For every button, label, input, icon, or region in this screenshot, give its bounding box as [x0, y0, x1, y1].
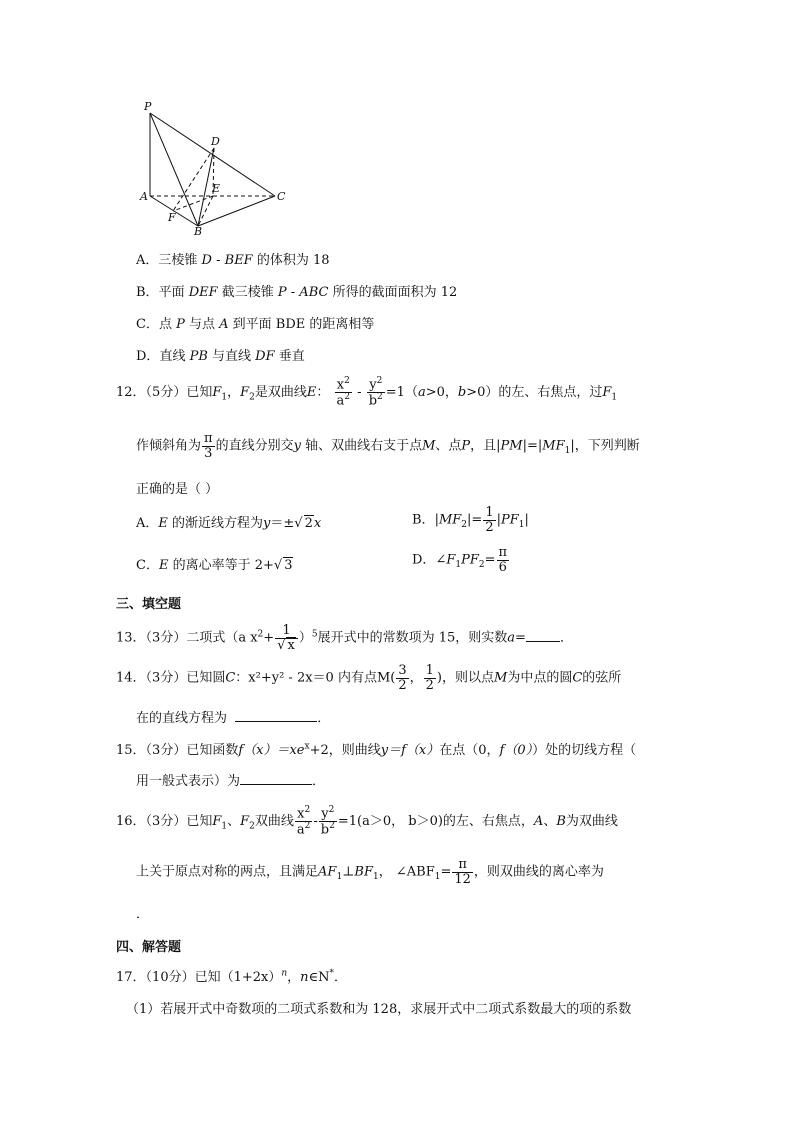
- q12-option-b: B．$|MF_2|=$ $\frac{1}{2}$ $|PF_1|$: [412, 505, 529, 535]
- fraction-pi-6: $\frac{\pi}{6}$: [498, 545, 508, 575]
- label-P: P: [144, 100, 152, 113]
- q15-line1: 15．（3分）已知函数$f(x)=xe^x+2$，则曲线y＝f（x）在点（0，f（0））处的切线方程（: [116, 741, 637, 758]
- q17-line1: 17．（10分）已知$(1+2x)^n$，n∈N*．: [116, 968, 348, 985]
- label-B: B: [194, 225, 203, 238]
- tetrahedron-figure: [135, 95, 295, 240]
- label-D: D: [211, 135, 220, 148]
- q11-option-b: B．平面 DEF 截三棱锥 P - ABC 所得的截面面积为 12: [136, 285, 458, 300]
- edge-BC: [198, 196, 275, 226]
- q15-answer-blank[interactable]: [240, 784, 312, 785]
- q12-option-c: C．E 的离心率等于 2+√ 3: [136, 558, 293, 573]
- q12-line3: 正确的是（ ）: [136, 482, 219, 497]
- q12-option-d: D．$\angle F_1PF_2=$ $\frac{\pi}{6}$: [412, 545, 508, 575]
- fraction-1-2-b: $\frac{1}{2}$: [425, 663, 434, 693]
- section-fill-in-heading: 三、填空题: [116, 597, 182, 612]
- q13-line: 13．（3分）二项式（a $x^2+$ $\frac{1}{√ x}$ ）$^5$展开式中的常数项为 15，则实数a= ．: [116, 623, 573, 653]
- q14-line2: 在的直线方程为 ．: [136, 711, 331, 726]
- q16-line3: ．: [136, 907, 150, 922]
- fraction-x2-a2: $\frac{x^2}{a^2}$: [336, 376, 351, 409]
- q11-option-a: A．三棱锥 D - BEF 的体积为 18: [136, 253, 330, 268]
- q12-line2: 作倾斜角为 $\frac{\pi}{3}$ 的直线分别交y 轴、双曲线右支于点M、点P，且$|PM|=|MF_1|$，下列判断: [136, 431, 640, 461]
- label-C: C: [277, 190, 286, 203]
- fraction-y2-b2-b: $\frac{y^2}{b^2}$: [320, 805, 335, 838]
- q16-line2: 上关于原点对称的两点，且满足$AF_1\perp BF_1$， $\angle ABF_1=$ $\frac{\pi}{12}$ ，则双曲线的离心率为: [136, 857, 604, 887]
- fraction-y2-b2: $\frac{y^2}{b^2}$: [368, 376, 383, 409]
- q15-line2: 用一般式表示）为 ．: [136, 774, 326, 789]
- label-A: A: [140, 190, 148, 203]
- q11-option-d: D．直线 PB 与直线 DF 垂直: [136, 349, 305, 364]
- fraction-pi-12: $\frac{\pi}{12}$: [454, 857, 471, 887]
- q14-line1: 14．（3分）已知圆C：x²+y² - 2x＝0 内有点M( $\frac{3}{2}$ ， $\frac{1}{2}$ )，则以点M为中点的圆C的弦所: [116, 663, 622, 693]
- q16-line1: 16．（3分）已知$F_1$、$F_2$双曲线 $\frac{x^2}{a^2}$ - $\frac{y^2}{b^2}$ =1(a＞0， b＞0)的左、右焦点，A、B为双曲线: [116, 805, 618, 838]
- q12-option-a: A．E 的渐近线方程为y＝±√ 2x: [136, 516, 322, 531]
- q17-part1: （1）若展开式中奇数项的二项式系数和为 128，求展开式中二项式系数最大的项的系数: [126, 1002, 632, 1017]
- fraction-3-2: $\frac{3}{2}$: [398, 663, 407, 693]
- fraction-1-sqrtx: $\frac{1}{√ x}$: [275, 624, 298, 652]
- q13-answer-blank[interactable]: [526, 641, 560, 642]
- fraction-1-2: $\frac{1}{2}$: [485, 505, 494, 535]
- label-F: F: [168, 211, 176, 224]
- q14-answer-blank[interactable]: [235, 721, 317, 722]
- q11-option-c: C．点 P 与点 A 到平面 BDE 的距离相等: [136, 317, 375, 332]
- q12-line1: 12．（5分）已知$F_1$，$F_2$是双曲线E： $\frac{x^2}{a^2}$ - $\frac{y^2}{b^2}$ =1（a>0，b>0）的左、右焦点，过$F_1$: [116, 376, 618, 409]
- fraction-x2-a2-b: $\frac{x^2}{a^2}$: [296, 805, 311, 838]
- label-E: E: [212, 182, 221, 195]
- fraction-pi-3: $\frac{\pi}{3}$: [204, 431, 213, 461]
- section-solve-heading: 四、解答题: [116, 940, 182, 955]
